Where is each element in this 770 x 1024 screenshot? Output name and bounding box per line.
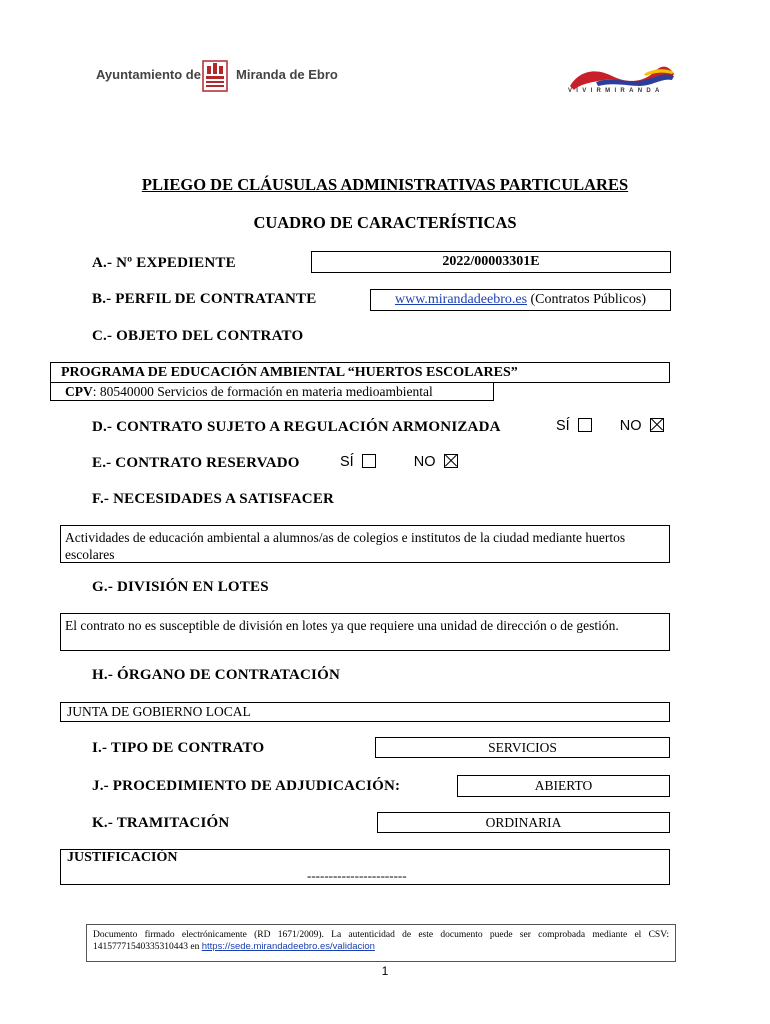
regulacion-yes-checkbox[interactable] bbox=[578, 418, 592, 432]
ayuntamiento-text-right: Miranda de Ebro bbox=[236, 67, 338, 82]
validation-link[interactable]: https://sede.mirandadeebro.es/validacion bbox=[201, 941, 375, 952]
cpv-box bbox=[50, 382, 494, 401]
expediente-number: 2022/00003301E bbox=[442, 254, 540, 269]
reservado-yes-label: SÍ bbox=[340, 454, 354, 470]
justificacion-dashes: ----------------------- bbox=[307, 868, 407, 883]
tipo-contrato-label: I.- TIPO DE CONTRATO bbox=[92, 740, 265, 756]
reservado-yes-checkbox[interactable] bbox=[362, 454, 376, 468]
tramitacion-box bbox=[377, 812, 670, 833]
regulacion-yes-label: SÍ bbox=[556, 418, 570, 434]
tramitacion-label: K.- TRAMITACIÓN bbox=[92, 815, 230, 831]
necesidades-box bbox=[60, 525, 670, 563]
perfil-contratante-suffix: (Contratos Públicos) bbox=[527, 292, 647, 307]
document-title: PLIEGO DE CLÁUSULAS ADMINISTRATIVAS PARTICULARES bbox=[141, 175, 629, 194]
cpv-value: : 80540000 Servicios de formación en materia medioambiental bbox=[92, 384, 433, 399]
brand-tagline: VIVIRMIRANDA bbox=[568, 88, 664, 94]
cpv-label: CPV bbox=[65, 384, 93, 399]
procedimiento-box bbox=[457, 775, 670, 797]
perfil-contratante-link[interactable]: www.mirandadeebro.es bbox=[394, 292, 528, 307]
city-crest-logo bbox=[200, 58, 230, 94]
page-number: 1 bbox=[381, 964, 389, 978]
perfil-contratante-box bbox=[370, 289, 671, 311]
regulacion-no-checkbox[interactable] bbox=[650, 418, 664, 432]
regulacion-armonizada-label: D.- CONTRATO SUJETO A REGULACIÓN ARMONIZADA bbox=[92, 419, 501, 435]
signature-footer bbox=[86, 924, 676, 962]
ayuntamiento-text-left: Ayuntamiento de bbox=[96, 67, 201, 82]
objeto-contrato-text: PROGRAMA DE EDUCACIÓN AMBIENTAL “HUERTOS ESCOLARES” bbox=[61, 365, 518, 380]
organo-contratacion-box bbox=[60, 702, 670, 722]
expediente-label: A.- Nº EXPEDIENTE bbox=[92, 255, 236, 271]
procedimiento-value: ABIERTO bbox=[534, 778, 593, 793]
procedimiento-label: J.- PROCEDIMIENTO DE ADJUDICACIÓN: bbox=[92, 778, 401, 794]
perfil-contratante-label: B.- PERFIL DE CONTRATANTE bbox=[92, 291, 317, 307]
regulacion-no-label: NO bbox=[619, 418, 642, 434]
expediente-value bbox=[311, 251, 671, 273]
reservado-no-label: NO bbox=[413, 454, 436, 470]
document-subtitle: CUADRO DE CARACTERÍSTICAS bbox=[253, 213, 517, 232]
justificacion-box bbox=[60, 849, 670, 885]
division-lotes-label: G.- DIVISIÓN EN LOTES bbox=[92, 579, 269, 595]
tipo-contrato-box bbox=[375, 737, 670, 758]
contrato-reservado-options bbox=[340, 454, 458, 470]
division-lotes-text: El contrato no es susceptible de división en lotes ya que requiere una unidad de dirección o de gestión. bbox=[65, 618, 619, 633]
organo-contratacion-label: H.- ÓRGANO DE CONTRATACIÓN bbox=[92, 667, 340, 683]
objeto-contrato-label: C.- OBJETO DEL CONTRATO bbox=[92, 328, 304, 344]
necesidades-text: Actividades de educación ambiental a alumnos/as de colegios e institutos de la ciudad mediante huertos escolares bbox=[65, 530, 626, 562]
signature-footer-text: Documento firmado electrónicamente (RD 1671/2009). La autenticidad de este documento puede ser comprobada mediante el CSV: 14157771540335310443 en bbox=[93, 930, 669, 952]
organo-contratacion-text: JUNTA DE GOBIERNO LOCAL bbox=[67, 704, 251, 719]
regulacion-armonizada-options bbox=[556, 418, 664, 434]
contrato-reservado-label: E.- CONTRATO RESERVADO bbox=[92, 455, 300, 471]
division-lotes-box bbox=[60, 613, 670, 651]
objeto-contrato-box bbox=[50, 362, 670, 383]
tramitacion-value: ORDINARIA bbox=[485, 815, 562, 830]
tipo-contrato-value: SERVICIOS bbox=[488, 740, 557, 755]
justificacion-label: JUSTIFICACIÓN bbox=[67, 850, 178, 865]
necesidades-label: F.- NECESIDADES A SATISFACER bbox=[92, 491, 335, 507]
reservado-no-checkbox[interactable] bbox=[444, 454, 458, 468]
